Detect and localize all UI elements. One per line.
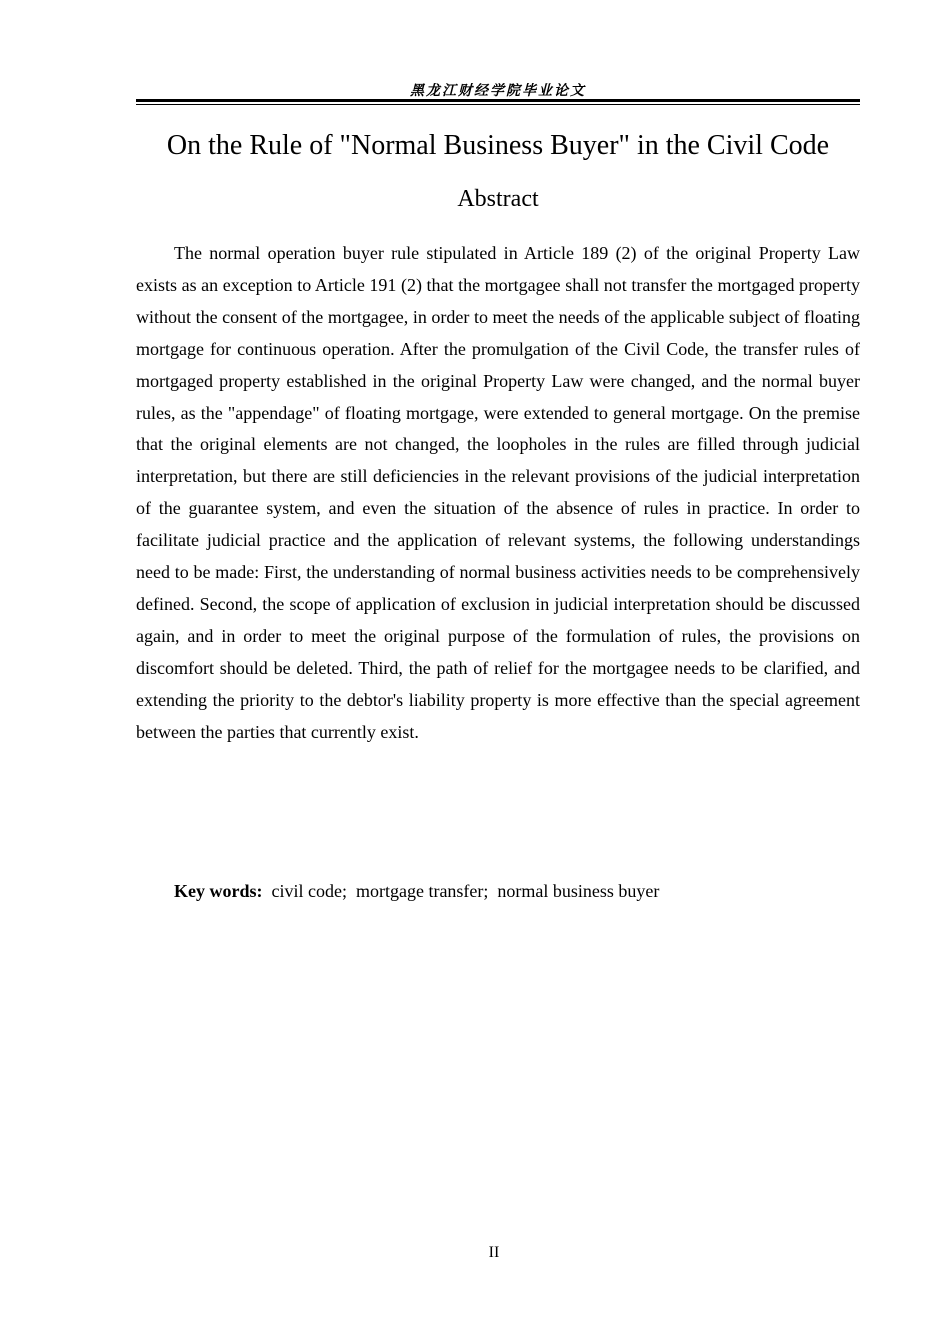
page-header: 黑龙江财经学院毕业论文: [410, 83, 586, 99]
keywords-list: civil code; mortgage transfer; normal business buyer: [271, 881, 660, 901]
abstract-heading: Abstract: [457, 186, 539, 212]
header-rule-thick: [136, 99, 860, 102]
paper-title: On the Rule of "Normal Business Buyer" in the Civil Code: [166, 130, 830, 161]
keywords-label: Key words:: [174, 881, 263, 901]
abstract-body: The normal operation buyer rule stipulated in Article 189 (2) of the original Property Law exists as an exception to Article 191 (2) that the mortgagee shall not transfer the mortgaged property without the consent of the mortgagee, in order to meet the needs of the applicable subject of floating mortgage for continuous operation. After the promulgation of the Civil Code, the transfer rules of mortgaged property established in the original Property Law were changed, and the normal buyer rules, as the "appendage" of floating mortgage, were extended to general mortgage. On the premise that the original elements are not changed, the loopholes in the rules are filled through judicial interpretation, but there are still deficiencies in the relevant provisions of the judicial interpretation of the guarantee system, and even the situation of the absence of rules in practice. In order to facilitate judicial practice and the application of relevant systems, the following understandings need to be made: First, the understanding of normal business activities needs to be comprehensively defined. Second, the scope of application of exclusion in judicial interpretation should be discussed again, and in order to meet the original purpose of the formulation of rules, the provisions on discomfort should be deleted. Third, the path of relief for the mortgagee needs to be clarified, and extending the priority to the debtor's liability property is more effective than the special agreement between the parties that currently exist.: [136, 243, 860, 742]
page-number: II: [488, 1244, 500, 1261]
header-rule-thin: [136, 104, 860, 105]
keywords-line: [174, 881, 659, 902]
